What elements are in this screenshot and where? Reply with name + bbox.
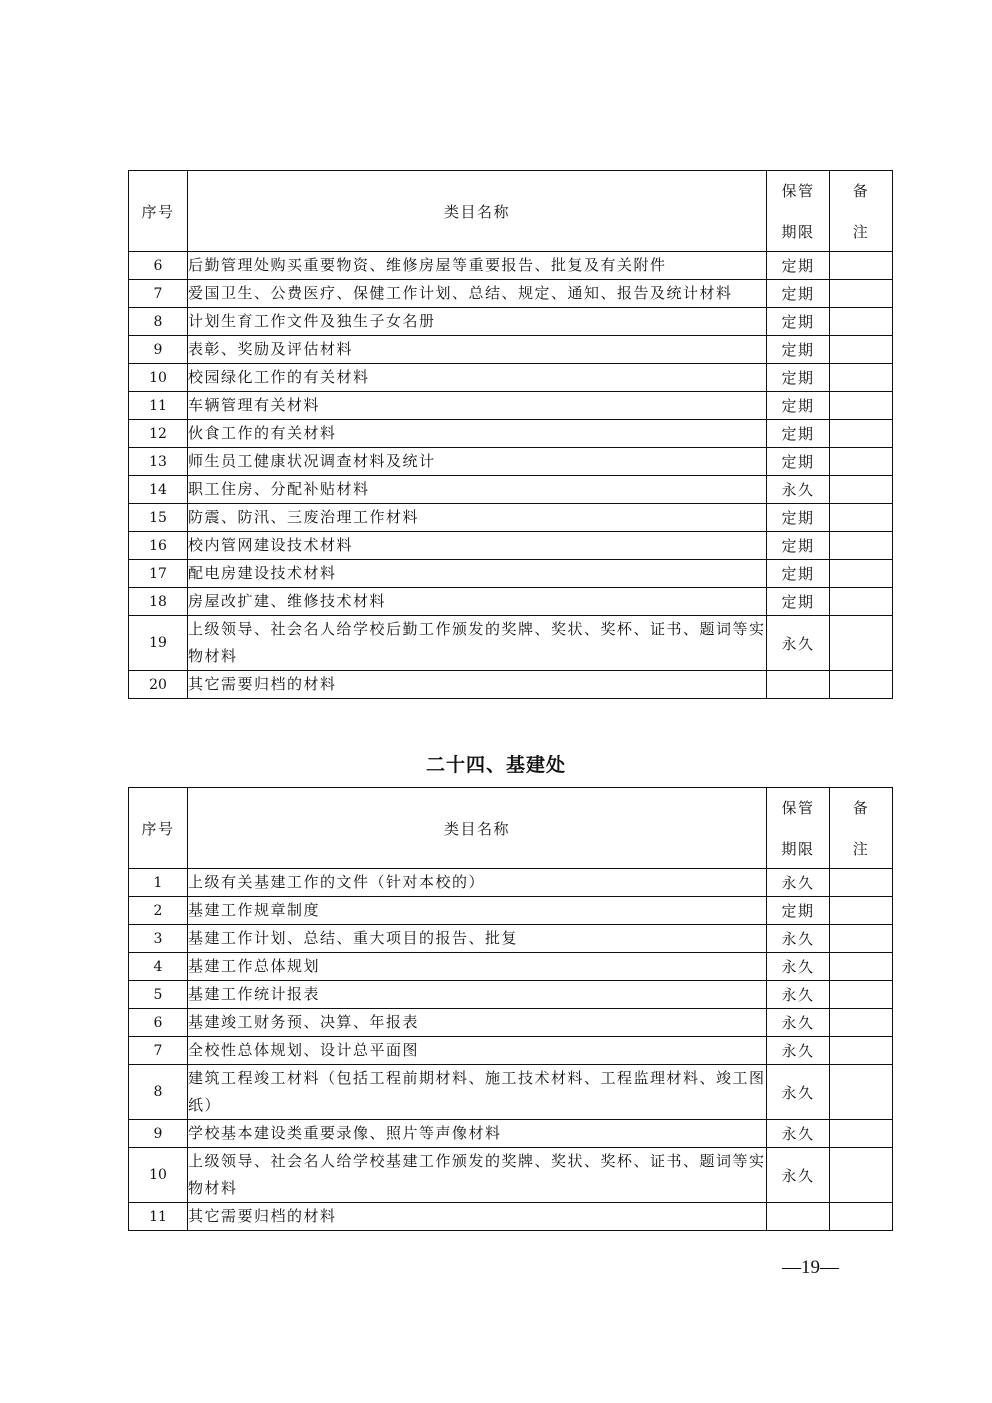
cell-name: 配电房建设技术材料 xyxy=(188,560,767,588)
cell-term: 永久 xyxy=(767,925,830,953)
cell-note xyxy=(830,1009,893,1037)
table-row xyxy=(129,364,893,392)
cell-no: 3 xyxy=(129,925,188,953)
cell-no: 15 xyxy=(129,504,188,532)
section-title: 二十四、基建处 xyxy=(425,754,566,776)
table-header-row xyxy=(129,171,893,252)
cell-note xyxy=(830,1065,893,1120)
cell-term: 定期 xyxy=(767,364,830,392)
cell-name: 后勤管理处购买重要物资、维修房屋等重要报告、批复及有关附件 xyxy=(188,252,767,280)
cell-no: 8 xyxy=(129,1065,188,1120)
table-row xyxy=(129,280,893,308)
cell-no: 19 xyxy=(129,616,188,671)
table-row xyxy=(129,420,893,448)
cell-note xyxy=(830,1037,893,1065)
cell-note xyxy=(830,1120,893,1148)
cell-term: 定期 xyxy=(767,532,830,560)
cell-note xyxy=(830,532,893,560)
cell-no: 8 xyxy=(129,308,188,336)
cell-term: 定期 xyxy=(767,308,830,336)
cell-no: 5 xyxy=(129,981,188,1009)
cell-term xyxy=(767,671,830,699)
cell-term: 永久 xyxy=(767,1120,830,1148)
table-row xyxy=(129,1037,893,1065)
cell-term: 永久 xyxy=(767,476,830,504)
table-row xyxy=(129,392,893,420)
cell-name: 建筑工程竣工材料（包括工程前期材料、施工技术材料、工程监理材料、竣工图纸） xyxy=(188,1065,767,1120)
cell-term xyxy=(767,1203,830,1231)
cell-note xyxy=(830,925,893,953)
cell-term: 永久 xyxy=(767,1148,830,1203)
cell-no: 11 xyxy=(129,392,188,420)
cell-no: 18 xyxy=(129,588,188,616)
cell-term: 永久 xyxy=(767,981,830,1009)
cell-no: 6 xyxy=(129,1009,188,1037)
cell-note xyxy=(830,308,893,336)
table-row xyxy=(129,925,893,953)
cell-no: 16 xyxy=(129,532,188,560)
table-row xyxy=(129,532,893,560)
table-row xyxy=(129,616,893,671)
header-name: 类目名称 xyxy=(188,788,767,869)
header-term: 保管 期限 xyxy=(767,171,830,252)
cell-note xyxy=(830,671,893,699)
header-no: 序号 xyxy=(129,171,188,252)
cell-no: 12 xyxy=(129,420,188,448)
table-row xyxy=(129,448,893,476)
cell-term: 定期 xyxy=(767,897,830,925)
cell-note xyxy=(830,448,893,476)
page-number: —19— xyxy=(782,1257,839,1278)
cell-name: 校内管网建设技术材料 xyxy=(188,532,767,560)
cell-term: 永久 xyxy=(767,1037,830,1065)
cell-term: 永久 xyxy=(767,1009,830,1037)
cell-name: 上级领导、社会名人给学校后勤工作颁发的奖牌、奖状、奖杯、证书、题词等实物材料 xyxy=(188,616,767,671)
cell-no: 7 xyxy=(129,1037,188,1065)
cell-note xyxy=(830,420,893,448)
cell-term: 定期 xyxy=(767,392,830,420)
cell-term: 永久 xyxy=(767,953,830,981)
cell-name: 基建工作计划、总结、重大项目的报告、批复 xyxy=(188,925,767,953)
table-row xyxy=(129,504,893,532)
cell-name: 防震、防汛、三废治理工作材料 xyxy=(188,504,767,532)
cell-term: 永久 xyxy=(767,616,830,671)
cell-name: 计划生育工作文件及独生子女名册 xyxy=(188,308,767,336)
cell-no: 10 xyxy=(129,364,188,392)
header-term: 保管 期限 xyxy=(767,788,830,869)
cell-name: 其它需要归档的材料 xyxy=(188,1203,767,1231)
cell-note xyxy=(830,364,893,392)
cell-term: 定期 xyxy=(767,280,830,308)
cell-no: 2 xyxy=(129,897,188,925)
cell-note xyxy=(830,392,893,420)
cell-note xyxy=(830,1203,893,1231)
cell-term: 永久 xyxy=(767,1065,830,1120)
cell-name: 校园绿化工作的有关材料 xyxy=(188,364,767,392)
cell-note xyxy=(830,336,893,364)
cell-name: 学校基本建设类重要录像、照片等声像材料 xyxy=(188,1120,767,1148)
header-no: 序号 xyxy=(129,788,188,869)
cell-no: 9 xyxy=(129,336,188,364)
cell-term: 定期 xyxy=(767,560,830,588)
cell-name: 车辆管理有关材料 xyxy=(188,392,767,420)
cell-no: 20 xyxy=(129,671,188,699)
table-row xyxy=(129,953,893,981)
cell-note xyxy=(830,504,893,532)
header-note: 备 注 xyxy=(830,171,893,252)
cell-name: 其它需要归档的材料 xyxy=(188,671,767,699)
cell-note xyxy=(830,1148,893,1203)
cell-note xyxy=(830,588,893,616)
cell-note xyxy=(830,869,893,897)
archive-table-infrastructure xyxy=(128,787,893,1231)
cell-term: 定期 xyxy=(767,448,830,476)
table-row xyxy=(129,308,893,336)
table-row xyxy=(129,671,893,699)
table-row xyxy=(129,1148,893,1203)
cell-name: 基建工作统计报表 xyxy=(188,981,767,1009)
cell-name: 伙食工作的有关材料 xyxy=(188,420,767,448)
table-row xyxy=(129,1203,893,1231)
cell-no: 1 xyxy=(129,869,188,897)
cell-note xyxy=(830,981,893,1009)
cell-name: 基建工作总体规划 xyxy=(188,953,767,981)
cell-name: 基建工作规章制度 xyxy=(188,897,767,925)
table-row xyxy=(129,1120,893,1148)
cell-note xyxy=(830,616,893,671)
cell-term: 定期 xyxy=(767,336,830,364)
table-row xyxy=(129,869,893,897)
archive-table-logistics xyxy=(128,170,893,699)
cell-name: 师生员工健康状况调查材料及统计 xyxy=(188,448,767,476)
cell-name: 爱国卫生、公费医疗、保健工作计划、总结、规定、通知、报告及统计材料 xyxy=(188,280,767,308)
header-name: 类目名称 xyxy=(188,171,767,252)
cell-no: 13 xyxy=(129,448,188,476)
table-header-row xyxy=(129,788,893,869)
table-row xyxy=(129,588,893,616)
cell-no: 9 xyxy=(129,1120,188,1148)
cell-name: 上级有关基建工作的文件（针对本校的） xyxy=(188,869,767,897)
table-row xyxy=(129,560,893,588)
cell-no: 10 xyxy=(129,1148,188,1203)
cell-no: 6 xyxy=(129,252,188,280)
cell-no: 7 xyxy=(129,280,188,308)
cell-term: 定期 xyxy=(767,252,830,280)
cell-name: 表彰、奖励及评估材料 xyxy=(188,336,767,364)
cell-name: 基建竣工财务预、决算、年报表 xyxy=(188,1009,767,1037)
cell-term: 定期 xyxy=(767,504,830,532)
cell-name: 职工住房、分配补贴材料 xyxy=(188,476,767,504)
cell-no: 11 xyxy=(129,1203,188,1231)
cell-note xyxy=(830,252,893,280)
cell-note xyxy=(830,476,893,504)
cell-term: 定期 xyxy=(767,588,830,616)
header-note: 备 注 xyxy=(830,788,893,869)
cell-no: 17 xyxy=(129,560,188,588)
table-row xyxy=(129,1009,893,1037)
table-row xyxy=(129,897,893,925)
cell-no: 14 xyxy=(129,476,188,504)
cell-note xyxy=(830,560,893,588)
cell-term: 定期 xyxy=(767,420,830,448)
cell-no: 4 xyxy=(129,953,188,981)
table-row xyxy=(129,1065,893,1120)
cell-name: 房屋改扩建、维修技术材料 xyxy=(188,588,767,616)
table-row xyxy=(129,476,893,504)
cell-note xyxy=(830,953,893,981)
cell-name: 全校性总体规划、设计总平面图 xyxy=(188,1037,767,1065)
table-row xyxy=(129,336,893,364)
cell-name: 上级领导、社会名人给学校基建工作颁发的奖牌、奖状、奖杯、证书、题词等实物材料 xyxy=(188,1148,767,1203)
cell-term: 永久 xyxy=(767,869,830,897)
cell-note xyxy=(830,280,893,308)
cell-note xyxy=(830,897,893,925)
table-row xyxy=(129,981,893,1009)
table-row xyxy=(129,252,893,280)
